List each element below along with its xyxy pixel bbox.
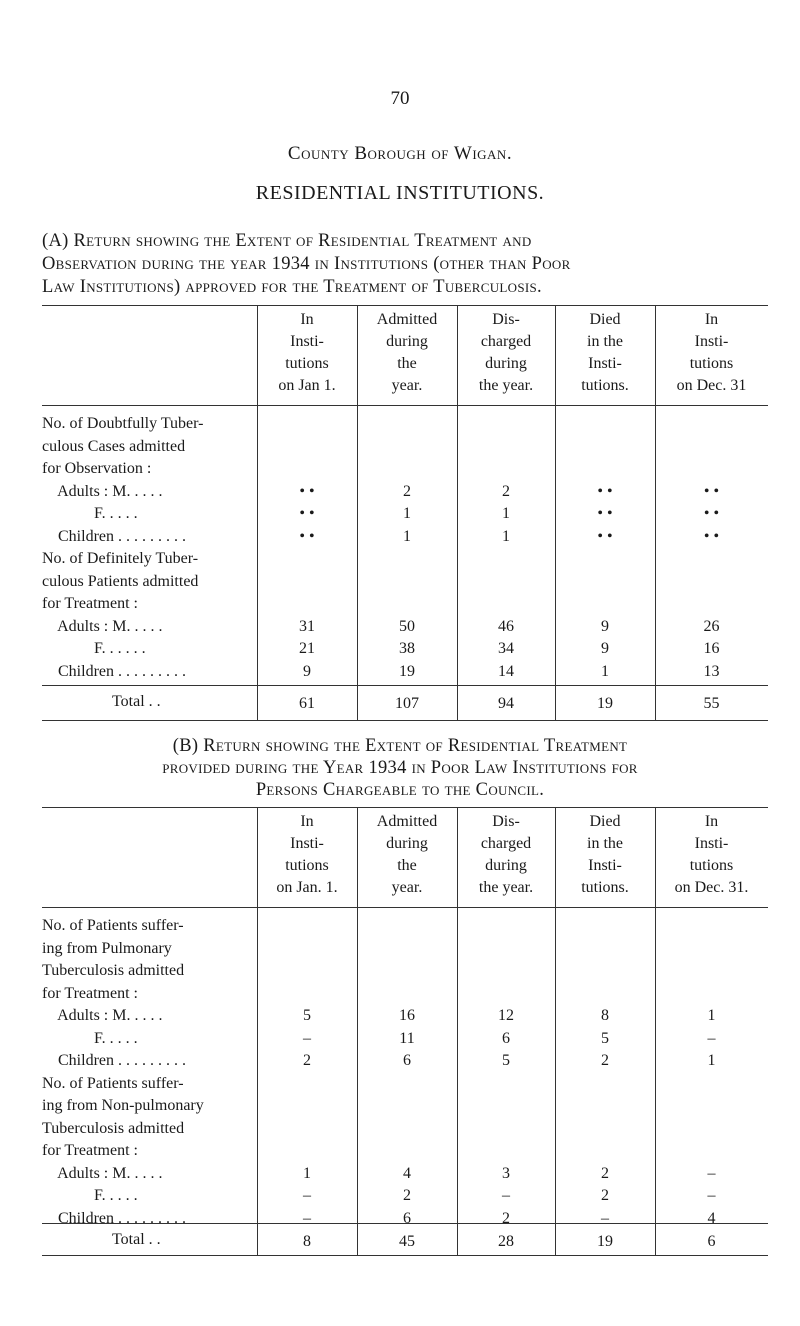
total-cell: 28: [498, 1233, 514, 1250]
column-header-line: on Dec. 31.: [674, 879, 749, 896]
row-label: culous Patients admitted: [42, 572, 199, 590]
table-cell: –: [303, 1187, 311, 1204]
column-header-line: during: [386, 333, 428, 350]
column-header-line: during: [485, 355, 527, 372]
column-header-line: year.: [391, 879, 423, 896]
row-label: F. . . . .: [42, 505, 138, 522]
table-cell: • •: [597, 527, 613, 545]
table-cell: 1: [303, 1164, 311, 1182]
header-rule: [42, 907, 768, 908]
table-cell: 50: [399, 617, 415, 635]
table-cell: 1: [403, 527, 411, 545]
table-cell: 2: [601, 1164, 609, 1182]
row-label: Tuberculosis admitted: [42, 1119, 185, 1137]
column-header-line: charged: [480, 835, 532, 852]
row-label: No. of Patients suffer-: [42, 917, 184, 934]
column-header-line: Insti-: [588, 857, 622, 874]
column-header-line: Insti-: [588, 355, 622, 372]
table-cell: 9: [303, 662, 311, 680]
table-cell: 5: [601, 1029, 609, 1047]
section-a-heading-line-3: Law Institutions) approved for the Treatment of Tuberculosis.: [42, 277, 542, 297]
table-cell: –: [707, 1029, 716, 1047]
row-label: ing from Pulmonary: [42, 939, 172, 957]
top-rule: [42, 807, 768, 808]
total-label: Total . .: [112, 1231, 161, 1248]
table-cell: • •: [299, 505, 315, 522]
table-cell: –: [707, 1164, 716, 1182]
table-cell: 2: [502, 482, 510, 500]
table-cell: 2: [403, 1187, 411, 1204]
column-header-line: tutions: [689, 857, 734, 874]
table-cell: 4: [403, 1164, 411, 1182]
total-cell: 55: [703, 695, 720, 712]
column-header-line: the: [397, 857, 417, 874]
table-cell: 1: [403, 505, 411, 522]
row-label: ing from Non-pulmonary: [42, 1097, 204, 1114]
row-label: Adults : M. . . . .: [42, 617, 163, 635]
column-header-line: In: [300, 813, 314, 830]
table-cell: 2: [502, 1209, 510, 1227]
row-label: Adults : M. . . . .: [42, 1164, 163, 1182]
section-a-heading-line-2: Observation during the year 1934 in Institutions (other than Poor: [42, 254, 571, 274]
table-cell: 1: [502, 527, 510, 545]
table-cell: 3: [502, 1164, 510, 1182]
column-header-line: tutions: [285, 857, 329, 874]
table-cell: 21: [299, 640, 315, 657]
table-cell: –: [502, 1187, 510, 1204]
table-cell: 31: [299, 617, 315, 635]
table-cell: 5: [303, 1007, 311, 1024]
table-cell: 6: [403, 1052, 411, 1069]
row-label: No. of Patients suffer-: [42, 1074, 184, 1092]
column-header-line: In: [704, 311, 719, 328]
table-cell: 5: [502, 1052, 510, 1069]
column-header-line: Insti-: [290, 333, 324, 350]
table-cell: 1: [707, 1052, 716, 1069]
table-cell: 34: [498, 640, 514, 657]
row-label: Children . . . . . . . . .: [42, 662, 186, 680]
column-header-line: Insti-: [694, 835, 729, 852]
table-cell: 38: [399, 640, 415, 657]
county-title: County Borough of Wigan.: [287, 143, 513, 164]
column-header-line: during: [386, 835, 428, 852]
row-label: Tuberculosis admitted: [42, 962, 185, 979]
column-header-line: on Dec. 31: [676, 377, 747, 394]
top-rule: [42, 305, 768, 306]
row-label: F. . . . .: [42, 1187, 138, 1204]
main-title: RESIDENTIAL INSTITUTIONS.: [255, 182, 545, 204]
column-header-line: Insti-: [694, 333, 729, 350]
header-rule: [42, 405, 768, 406]
column-header-line: in the: [587, 333, 623, 350]
section-b-heading-line-2: provided during the Year 1934 in Poor Law Institutions for: [162, 758, 638, 778]
row-label: for Treatment :: [42, 595, 138, 612]
table-cell: 4: [707, 1209, 716, 1227]
total-label: Total . .: [112, 693, 161, 710]
section-b-heading-line-1: (B) Return showing the Extent of Residential Treatment: [172, 736, 628, 756]
page-number: 70: [390, 88, 410, 109]
table-cell: 11: [399, 1029, 415, 1047]
table-cell: 2: [303, 1052, 311, 1069]
column-header-line: In: [300, 311, 314, 328]
table-cell: 12: [498, 1007, 514, 1024]
table-cell: • •: [597, 482, 613, 500]
column-header-line: charged: [480, 333, 532, 350]
table-cell: 13: [703, 662, 720, 680]
column-header-line: tutions: [689, 355, 734, 372]
row-label: Children . . . . . . . . .: [42, 527, 186, 545]
table-cell: 1: [502, 505, 510, 522]
column-header-line: Admitted: [376, 813, 438, 830]
table-cell: –: [303, 1209, 311, 1227]
table-cell: 14: [498, 662, 514, 680]
column-header-line: the: [397, 355, 417, 372]
table-cell: 9: [601, 617, 609, 635]
row-label: No. of Doubtfully Tuber-: [42, 415, 204, 432]
table-cell: 46: [498, 617, 514, 635]
body-bottom-rule: [42, 685, 768, 686]
column-header-line: on Jan. 1.: [276, 879, 338, 896]
row-label: for Observation :: [42, 460, 152, 477]
total-cell: 45: [399, 1233, 415, 1250]
column-header-line: tutions.: [581, 377, 629, 394]
table-cell: 1: [707, 1007, 716, 1024]
column-header-line: Dis-: [492, 813, 520, 830]
table-cell: 9: [601, 640, 609, 657]
column-header-line: year.: [391, 377, 423, 394]
column-header-line: tutions.: [581, 879, 629, 896]
table-cell: • •: [703, 482, 720, 500]
column-header-line: Dis-: [492, 311, 520, 328]
table-cell: 6: [403, 1209, 411, 1227]
table-cell: • •: [299, 482, 315, 500]
column-header-line: during: [485, 857, 527, 874]
total-cell: 19: [597, 695, 613, 712]
row-label: Children . . . . . . . . .: [42, 1052, 186, 1069]
total-cell: 19: [597, 1233, 613, 1250]
section-a-heading-line-1: (A) Return showing the Extent of Residential Treatment and: [42, 231, 532, 251]
section-b-heading-line-3: Persons Chargeable to the Council.: [255, 780, 545, 800]
total-cell: 8: [303, 1233, 311, 1250]
table-cell: 2: [601, 1187, 609, 1204]
column-header-line: on Jan 1.: [278, 377, 336, 394]
column-header-line: Died: [589, 311, 621, 328]
table-cell: 2: [403, 482, 411, 500]
table-cell: 2: [601, 1052, 609, 1069]
table-cell: 8: [601, 1007, 609, 1024]
table-cell: • •: [299, 527, 315, 545]
total-cell: 94: [498, 695, 514, 712]
column-header-line: the year.: [478, 879, 534, 896]
section-b-table: [42, 807, 768, 1250]
total-bottom-rule: [42, 1255, 768, 1256]
column-header-line: Admitted: [376, 311, 438, 328]
table-cell: • •: [703, 527, 720, 545]
row-label: F. . . . .: [42, 1029, 138, 1047]
table-cell: 26: [703, 617, 720, 635]
column-header-line: tutions: [285, 355, 329, 372]
column-header-line: in the: [587, 835, 623, 852]
total-cell: 6: [707, 1233, 716, 1250]
table-cell: 6: [502, 1029, 510, 1047]
row-label: Adults : M. . . . .: [42, 1007, 163, 1024]
total-cell: 107: [395, 695, 419, 712]
table-cell: 1: [601, 662, 609, 680]
row-label: Children . . . . . . . . .: [42, 1209, 186, 1227]
table-cell: 16: [703, 640, 720, 657]
column-header-line: Insti-: [290, 835, 324, 852]
column-header-line: In: [704, 813, 719, 830]
row-label: for Treatment :: [42, 984, 138, 1002]
table-cell: –: [707, 1187, 716, 1204]
row-label: Adults : M. . . . .: [42, 482, 163, 500]
column-header-line: the year.: [478, 377, 534, 394]
table-cell: –: [601, 1209, 609, 1227]
row-label: F. . . . . .: [42, 640, 146, 657]
total-bottom-rule: [42, 720, 768, 721]
row-label: for Treatment :: [42, 1142, 138, 1159]
table-cell: • •: [703, 505, 720, 522]
row-label: culous Cases admitted: [42, 437, 186, 455]
table-cell: 19: [399, 662, 415, 680]
column-header-line: Died: [589, 813, 621, 830]
section-a-table: [42, 305, 768, 725]
row-label: No. of Definitely Tuber-: [42, 550, 199, 567]
table-cell: 16: [399, 1007, 415, 1024]
table-cell: –: [303, 1029, 311, 1047]
total-cell: 61: [299, 695, 315, 712]
table-cell: • •: [597, 505, 613, 522]
